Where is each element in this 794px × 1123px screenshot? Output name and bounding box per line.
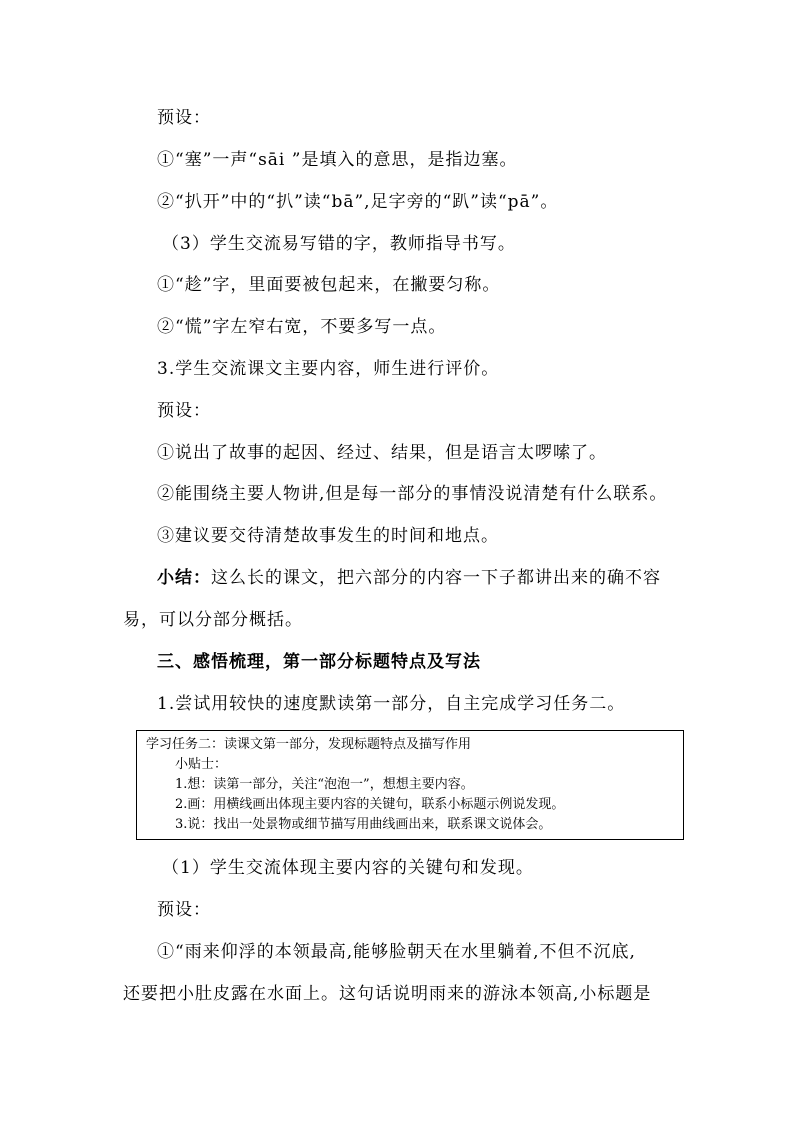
task-box-title: 学习任务二：读课文第一部分，发现标题特点及描写作用 (146, 737, 472, 752)
line-sai: ①“塞”一声“sāi ”是填入的意思，是指边塞。 (157, 150, 518, 170)
summary-line-2: 易，可以分部分概括。 (123, 610, 303, 630)
line-preset-1: ①说出了故事的起因、经过、结果，但是语言太啰嗦了。 (157, 443, 607, 463)
line-after-4: 还要把小肚皮露在水面上。这句话说明雨来的游泳本领高,小标题是 (123, 984, 652, 1004)
line-huang: ②“慌”字左窄右宽，不要多写一点。 (157, 317, 447, 337)
task-box-item-2: 2.画：用横线画出体现主要内容的关键句，联系小标题示例说发现。 (175, 797, 565, 812)
line-preset-2: ②能围绕主要人物讲,但是每一部分的事情没说清楚有什么联系。 (157, 484, 668, 504)
line-yushe-3: 预设： (157, 900, 211, 920)
line-yushe-2: 预设： (157, 401, 211, 421)
summary-label: 小结： (157, 568, 211, 588)
summary-line-1 (157, 566, 661, 590)
step1-line: 1.尝试用较快的速度默读第一部分，自主完成学习任务二。 (157, 694, 626, 714)
line-after-3: ①“雨来仰浮的本领最高,能够脸朝天在水里躺着,不但不沉底, (157, 942, 636, 962)
section-heading: 三、感悟梳理，第一部分标题特点及写法 (157, 652, 481, 672)
task-box-tip: 小贴士： (175, 757, 228, 772)
line-preset-3: ③建议要交待清楚故事发生的时间和地点。 (157, 526, 499, 546)
task-box-item-1: 1.想：读第一部分，关注“泡泡一”，想想主要内容。 (175, 777, 474, 792)
task-box-item-3: 3.说：找出一处景物或细节描写用曲线画出来，联系课文说体会。 (175, 817, 552, 832)
line-ba: ②“扒开”中的“扒”读“bā”,足字旁的“趴”读“pā”。 (157, 192, 559, 212)
line-chen: ①“趁”字，里面要被包起来，在撇要匀称。 (157, 275, 501, 295)
task-box (136, 730, 684, 840)
line-yushe-1: 预设： (157, 108, 211, 128)
line-step-3: （3）学生交流易写错的字，教师指导书写。 (162, 234, 516, 254)
line-step3: 3.学生交流课文主要内容，师生进行评价。 (157, 359, 500, 379)
summary-text-1: 这么长的课文，把六部分的内容一下子都讲出来的确不容 (211, 568, 661, 588)
line-after-1: （1）学生交流体现主要内容的关键句和发现。 (162, 858, 534, 878)
